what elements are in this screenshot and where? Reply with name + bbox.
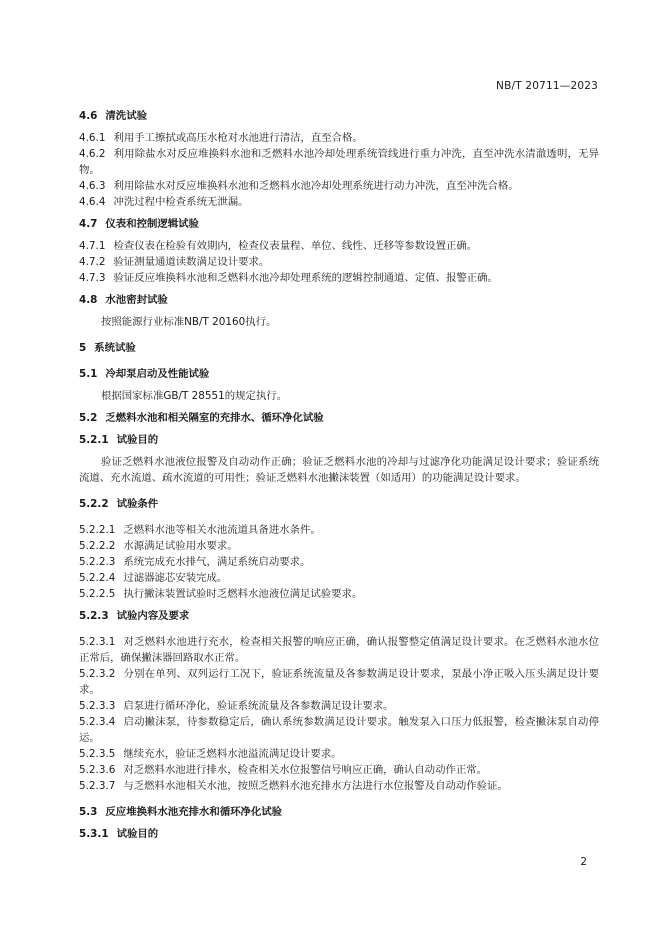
clause-text: 按照能源行业标准NB/T 20160执行。 — [101, 316, 277, 328]
clause-number: 5.2.3.5 — [79, 748, 116, 760]
clause-text: 乏燃料水池等相关水池流道具备进水条件。 — [123, 524, 321, 536]
clause-text: 对乏燃料水池进行充水，检查相关报警的响应正确，确认报警整定值满足设计要求。在乏燃料水池水位正常后，确保撇沫器回路取水正常。 — [79, 636, 599, 664]
clause-number: 5.3 — [79, 806, 98, 818]
clause-text: 与乏燃料水池相关水池，按照乏燃料水池充排水方法进行水位报警及自动动作验证。 — [123, 780, 508, 792]
section-heading — [79, 608, 599, 624]
clause-number: 5.2.2 — [79, 498, 109, 510]
clause-number: 5.2 — [79, 412, 98, 424]
clause-text: 过滤器滤芯安装完成。 — [123, 572, 228, 584]
clause-number: 4.6.2 — [79, 148, 106, 160]
clause-text: 验证反应堆换料水池和乏燃料水池冷却处理系统的逻辑控制通道、定值、报警正确。 — [113, 272, 498, 284]
clause-text: 试验目的 — [116, 434, 159, 446]
clause-number: 4.8 — [79, 294, 98, 306]
clause-number: 5.3.1 — [79, 828, 109, 840]
clause-number: 5.2.3.6 — [79, 764, 116, 776]
clause-text: 继续充水，验证乏燃料水池溢流满足设计要求。 — [123, 748, 342, 760]
clause-number: 4.6.1 — [79, 132, 106, 144]
clause-item — [79, 130, 599, 146]
clause-item — [79, 746, 599, 762]
clause-text: 验证测量通道读数满足设计要求。 — [113, 256, 270, 268]
section-heading — [79, 216, 599, 232]
clause-number: 4.7.2 — [79, 256, 106, 268]
paragraph — [79, 454, 599, 486]
clause-number: 5 — [79, 342, 87, 354]
clause-text: 启泵进行循环净化，验证系统流量及各参数满足设计要求。 — [123, 700, 394, 712]
section-heading — [79, 804, 599, 820]
clause-number: 5.1 — [79, 368, 98, 380]
page-number: 2 — [580, 856, 587, 868]
clause-item — [79, 194, 599, 210]
clause-text: 仪表和控制逻辑试验 — [105, 218, 199, 230]
paragraph — [79, 314, 599, 330]
clause-text: 试验目的 — [116, 828, 159, 840]
clause-item — [79, 146, 599, 178]
clause-number: 5.2.3.7 — [79, 780, 116, 792]
clause-number: 4.7.3 — [79, 272, 106, 284]
section-heading — [79, 366, 599, 382]
clause-item — [79, 178, 599, 194]
section-heading — [79, 826, 599, 842]
clause-text: 系统完成充水排气，满足系统启动要求。 — [123, 556, 311, 568]
section-heading — [79, 496, 599, 512]
clause-text: 冷却泵启动及性能试验 — [105, 368, 210, 380]
clause-text: 水池密封试验 — [105, 294, 168, 306]
clause-number: 5.2.2.1 — [79, 524, 116, 536]
document-body — [79, 108, 599, 842]
clause-text: 水源满足试验用水要求。 — [123, 540, 238, 552]
clause-number: 5.2.2.4 — [79, 572, 116, 584]
clause-item — [79, 714, 599, 746]
clause-text: 利用手工擦拭或高压水枪对水池进行清洁，直至合格。 — [113, 132, 363, 144]
clause-item — [79, 586, 599, 602]
clause-number: 5.2.3.1 — [79, 636, 116, 648]
clause-number: 5.2.2.5 — [79, 588, 116, 600]
section-heading — [79, 410, 599, 426]
section-heading — [79, 292, 599, 308]
clause-item — [79, 538, 599, 554]
section-heading — [79, 108, 599, 124]
clause-item — [79, 522, 599, 538]
clause-item — [79, 634, 599, 666]
clause-text: 乏燃料水池和相关隔室的充排水、循环净化试验 — [105, 412, 324, 424]
clause-text: 清洗试验 — [105, 110, 147, 122]
clause-item — [79, 238, 599, 254]
clause-number: 5.2.2.2 — [79, 540, 116, 552]
clause-number: 5.2.2.3 — [79, 556, 116, 568]
clause-number: 4.7.1 — [79, 240, 106, 252]
clause-text: 对乏燃料水池进行排水，检查相关水位报警信号响应正确，确认自动动作正常。 — [123, 764, 488, 776]
clause-text: 利用除盐水对反应堆换料水池和乏燃料水池冷却处理系统管线进行重力冲洗，直至冲洗水清澈透明，无异物。 — [79, 148, 599, 176]
clause-number: 4.6.4 — [79, 196, 106, 208]
clause-number: 5.2.3.4 — [79, 716, 116, 728]
clause-number: 5.2.1 — [79, 434, 109, 446]
document-code-header: NB/T 20711—2023 — [496, 80, 598, 92]
clause-text: 分别在单列、双列运行工况下，验证系统流量及各参数满足设计要求，泵最小净正吸入压头满足设计要求。 — [79, 668, 599, 696]
clause-text: 试验条件 — [116, 498, 159, 510]
clause-item — [79, 570, 599, 586]
clause-number: 5.2.3.2 — [79, 668, 116, 680]
clause-number: 4.7 — [79, 218, 98, 230]
clause-item — [79, 698, 599, 714]
clause-item — [79, 254, 599, 270]
clause-number: 5.2.3.3 — [79, 700, 116, 712]
paragraph — [79, 388, 599, 404]
clause-text: 试验内容及要求 — [116, 610, 190, 622]
clause-text: 冲洗过程中检查系统无泄漏。 — [113, 196, 249, 208]
clause-item — [79, 778, 599, 794]
clause-text: 执行撇沫装置试验时乏燃料水池液位满足试验要求。 — [123, 588, 363, 600]
clause-text: 检查仪表在检验有效期内，检查仪表量程、单位、线性、迁移等参数设置正确。 — [113, 240, 478, 252]
clause-number: 4.6 — [79, 110, 98, 122]
clause-item — [79, 270, 599, 286]
clause-text: 利用除盐水对反应堆换料水池和乏燃料水池冷却处理系统进行动力冲洗，直至冲洗合格。 — [113, 180, 519, 192]
section-heading — [79, 340, 599, 356]
clause-number: 4.6.3 — [79, 180, 106, 192]
clause-item — [79, 762, 599, 778]
clause-text: 系统试验 — [94, 342, 136, 354]
clause-text: 根据国家标准GB/T 28551的规定执行。 — [101, 390, 288, 402]
clause-text: 验证乏燃料水池液位报警及自动动作正确；验证乏燃料水池的冷却与过滤净化功能满足设计要求；验证系统流道、充水流道、疏水流道的可用性；验证乏燃料水池撇沫装置（如适用）的功能满足设计要求。 — [79, 456, 599, 484]
clause-item — [79, 666, 599, 698]
clause-number: 5.2.3 — [79, 610, 109, 622]
clause-text: 反应堆换料水池充排水和循环净化试验 — [105, 806, 283, 818]
section-heading — [79, 432, 599, 448]
clause-item — [79, 554, 599, 570]
clause-text: 启动撇沫泵，待参数稳定后，确认系统参数满足设计要求。触发泵入口压力低报警，检查撇沫泵自动停运。 — [79, 716, 599, 744]
